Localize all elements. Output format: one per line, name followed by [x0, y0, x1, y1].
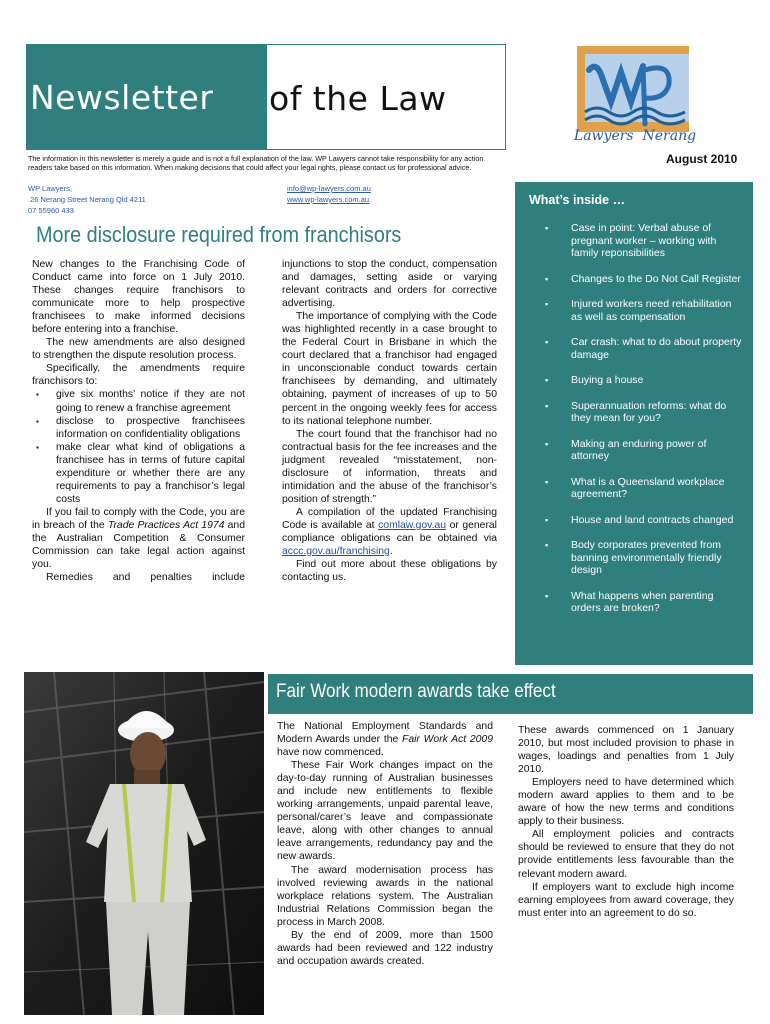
construction-worker-photo: [24, 672, 264, 1015]
disclaimer: The information in this newsletter is merely a guide and is not a full explanation of the law. WP Lawyers cannot take responsibility for any action readers take based on this information. When making decisions that could affect your legal rights, please contact us for professional advice.: [28, 154, 484, 172]
firm-name: WP Lawyers,: [28, 184, 73, 193]
article2-column-left: [277, 720, 493, 968]
paragraph: If employers want to exclude high income earning employees from award coverage, they must enter into an agreement to do so.: [518, 881, 734, 919]
masthead-title-left-block: [26, 44, 266, 150]
logo-text: Lawyers Nerang: [573, 128, 697, 144]
issue-date: August 2010: [666, 152, 738, 166]
contents-item: ▪ Buying a house: [545, 374, 644, 386]
paragraph: The award modernisation process has involved reviewing awards in the national workplace relations system. The Australian Industrial Relations Commission began the process in March 2008.: [277, 864, 493, 928]
masthead-title-right: of the Law: [269, 79, 447, 118]
wp-lawyers-logo: [545, 40, 725, 160]
article2-title: Fair Work modern awards take effect: [276, 681, 556, 702]
paragraph: Specifically, the amendments require franchisors to:: [32, 363, 245, 388]
article1-title: More disclosure required from franchisors: [36, 222, 402, 247]
phone-number: 07 55960 433: [28, 206, 74, 215]
contents-item: ▪ Case in point: Verbal abuse of pregnant worker – working with family reponsibilities: [545, 222, 717, 259]
bullet-item: ▪ disclose to prospective franchisees information on confidentiality obligations: [36, 415, 245, 440]
paragraph: All employment policies and contracts should be reviewed to ensure that they do not provide entitlements less favourable than the relevant modern award.: [518, 829, 734, 880]
paragraph: injunctions to stop the conduct, compensation and damages, setting aside or varying relevant contracts and orders for corrective advertising.: [282, 259, 497, 310]
bullet-item: ▪ give six months’ notice if they are not going to renew a franchise agreement: [36, 389, 245, 414]
contents-item: ▪ House and land contracts changed: [545, 513, 734, 526]
article1-column-right: [282, 258, 497, 584]
paragraph: These awards commenced on 1 January 2010, but most included provision to phase in wages, loadings and penalties from 1 July 2010.: [518, 725, 734, 776]
contents-item: ▪ Superannuation reforms: what do they mean for you?: [545, 399, 727, 424]
street-address: 26 Nerang Street Nerang Qld 4211: [28, 195, 146, 204]
paragraph: The importance of complying with the Code was highlighted recently in a case brought to the Federal Court in Brisbane in which the court declared that a franchisor had engaged in unconscionable conduct towards certain franchisees by demanding, and ultimately obtaining, payment of increases of up to 50 percent in the ongoing weekly fees for access to its national telephone number.: [282, 311, 497, 427]
masthead-title-left: Newsletter: [30, 78, 214, 117]
accc-link[interactable]: accc.gov.au/franchising: [282, 546, 390, 558]
paragraph: The new amendments are also designed to strengthen the dispute resolution process.: [32, 337, 245, 362]
contents-item: ▪ Making an enduring power of attorney: [545, 437, 707, 462]
paragraph: By the end of 2009, more than 1500 awards had been reviewed and 122 industry and occupation awards created.: [277, 929, 493, 967]
masthead-title-right-block: [266, 44, 506, 150]
paragraph: Employers need to have determined which modern award applies to them and to be aware of how the new terms and conditions apply to their business.: [518, 777, 734, 828]
sidebar-heading: What’s inside …: [529, 193, 626, 207]
paragraph: If you fail to comply with the Code, you are in breach of the Trade Practices Act 1974 and the Australian Competition & Consumer Commission can take legal action against you.: [32, 506, 245, 571]
article2-column-right: [518, 724, 734, 920]
article2-title-banner: [268, 674, 753, 714]
contents-item: ▪ What happens when parenting orders are broken?: [545, 589, 714, 614]
paragraph: A compilation of the updated Franchising Code is available at comlaw.gov.au or general compliance obligations can be obtained via accc.gov.au/franchising.: [282, 506, 497, 558]
contents-item: ▪ Car crash: what to do about property damage: [545, 336, 742, 361]
email-link[interactable]: info@wp-lawyers.com.au: [287, 184, 371, 193]
paragraph: New changes to the Franchising Code of Conduct came into force on 1 July 2010. These changes require franchisors to communicate more to help prospective franchisees to make informed decisions before entering into a franchise.: [32, 259, 245, 336]
paragraph: The National Employment Standards and Modern Awards under the Fair Work Act 2009 have now commenced.: [277, 721, 493, 759]
bullet-item: ▪ make clear what kind of obligations a franchisee has in terms of future capital expenditure or whether there are any requirements to pay a franchisor’s legal costs: [36, 441, 245, 505]
comlaw-link[interactable]: comlaw.gov.au: [378, 519, 447, 531]
whats-inside-sidebar: [515, 185, 753, 665]
contents-item: ▪ Body corporates prevented from banning environmentally friendly design: [545, 539, 722, 576]
contact-online-block: [287, 183, 371, 205]
contact-address-block: [28, 183, 146, 216]
paragraph: The court found that the franchisor had no contractual basis for the fee increases and the judgment revealed “misstatement, non-disclosure of information, threats and intimidation and the abuse of the franchisor’s position of strength.”: [282, 428, 497, 505]
paragraph: Find out more about these obligations by contacting us.: [282, 559, 497, 584]
contents-item: ▪ Changes to the Do Not Call Register: [545, 272, 741, 285]
contents-list: [515, 222, 753, 628]
paragraph: These Fair Work changes impact on the day-to-day running of Australian businesses and include new entitlements to flexible working arrangements, unpaid parental leave, personal/carer’s leave and compassionate leave, along with other changes to annual leave arrangements, redundancy pay and the new awards.: [277, 760, 493, 863]
contents-item: ▪ What is a Queensland workplace agreement?: [545, 475, 725, 500]
website-link[interactable]: www.wp-lawyers.com.au: [287, 195, 370, 204]
contents-item: ▪ Injured workers need rehabilitation as well as compensation: [545, 298, 732, 323]
paragraph: Remedies and penalties include: [46, 572, 245, 584]
article1-column-left: [32, 258, 245, 584]
